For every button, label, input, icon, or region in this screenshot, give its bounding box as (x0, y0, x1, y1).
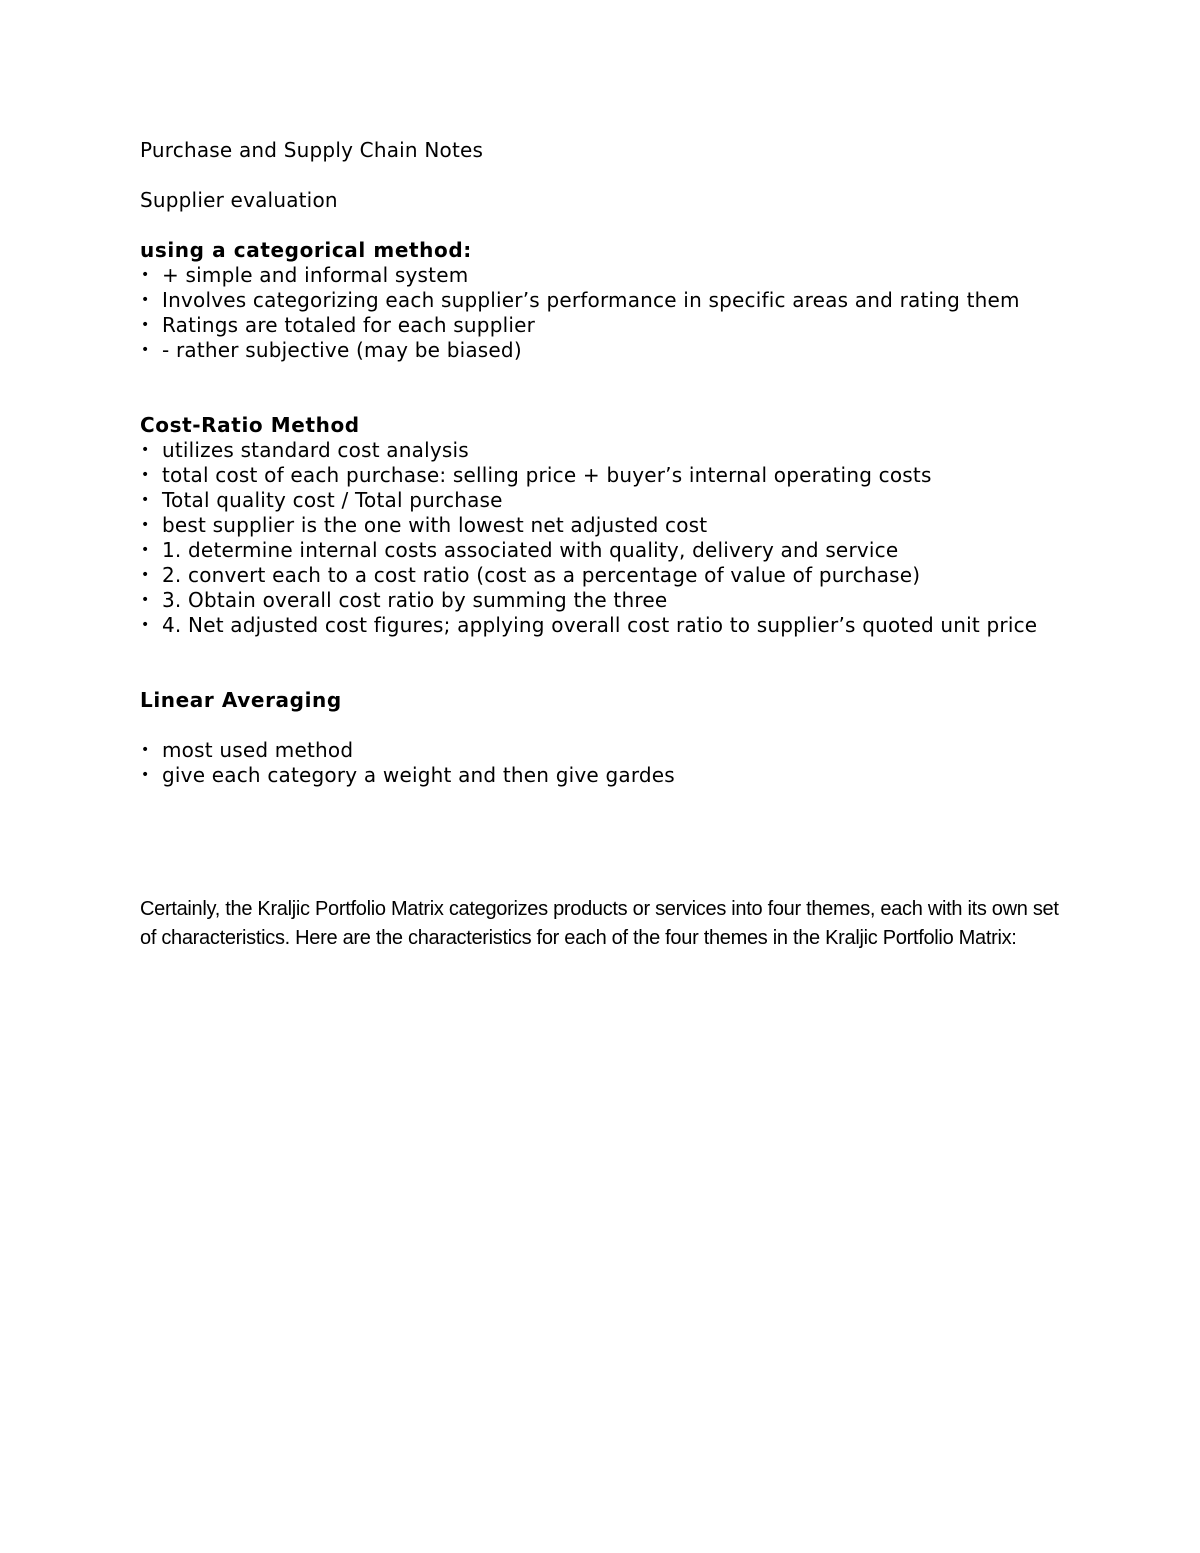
document-subtitle: Supplier evaluation (140, 188, 338, 212)
list-item-text: + simple and informal system (162, 263, 469, 287)
spacer (140, 363, 1070, 413)
bullet-list-categorical-method (140, 263, 1070, 363)
bullet-icon: • (141, 342, 150, 358)
list-item (140, 738, 1070, 763)
closing-paragraph: Certainly, the Kraljic Portfolio Matrix categorizes products or services into four themes, each with its own set of characteristics. Here are the characteristics for each of the four themes in the Kraljic Portfolio Matrix: (140, 898, 1059, 949)
list-item-text: 2. convert each to a cost ratio (cost as a percentage of value of purchase) (162, 563, 921, 587)
bullet-icon: • (141, 292, 150, 308)
bullet-icon: • (141, 617, 150, 633)
bullet-icon: • (141, 267, 150, 283)
list-item-text: Total quality cost / Total purchase (162, 488, 503, 512)
list-item-text: 3. Obtain overall cost ratio by summing the three (162, 588, 668, 612)
list-item (140, 588, 1070, 613)
list-item (140, 438, 1070, 463)
list-item-text: best supplier is the one with lowest net adjusted cost (162, 513, 708, 537)
list-item-text: most used method (162, 738, 354, 762)
bullet-icon: • (141, 567, 150, 583)
bullet-icon: • (141, 442, 150, 458)
bullet-icon: • (141, 517, 150, 533)
bullet-list-linear-averaging (140, 738, 1070, 788)
list-item (140, 513, 1070, 538)
list-item (140, 313, 1070, 338)
list-item (140, 463, 1070, 488)
spacer (140, 788, 1070, 895)
bullet-icon: • (141, 592, 150, 608)
bullet-icon: • (141, 492, 150, 508)
spacer (140, 713, 1070, 738)
list-item-text: 4. Net adjusted cost figures; applying overall cost ratio to supplier’s quoted unit price (162, 613, 1038, 637)
list-item (140, 538, 1070, 563)
list-item (140, 613, 1070, 638)
list-item-text: - rather subjective (may be biased) (162, 338, 522, 362)
document-body (140, 138, 1070, 953)
document-title: Purchase and Supply Chain Notes (140, 138, 484, 162)
list-item (140, 563, 1070, 588)
spacer (140, 163, 1070, 188)
spacer (140, 213, 1070, 238)
spacer (140, 638, 1070, 688)
list-item (140, 488, 1070, 513)
list-item (140, 288, 1070, 313)
bullet-list-cost-ratio-method (140, 438, 1070, 638)
list-item (140, 263, 1070, 288)
list-item-text: Involves categorizing each supplier’s performance in specific areas and rating them (162, 288, 1020, 312)
list-item-text: give each category a weight and then give gardes (162, 763, 675, 787)
bullet-icon: • (141, 767, 150, 783)
bullet-icon: • (141, 467, 150, 483)
list-item-text: 1. determine internal costs associated with quality, delivery and service (162, 538, 899, 562)
section-heading-linear-averaging: Linear Averaging (140, 688, 342, 712)
list-item-text: Ratings are totaled for each supplier (162, 313, 536, 337)
section-heading-categorical-method: using a categorical method: (140, 238, 472, 262)
list-item (140, 763, 1070, 788)
bullet-icon: • (141, 317, 150, 333)
bullet-icon: • (141, 542, 150, 558)
list-item-text: utilizes standard cost analysis (162, 438, 469, 462)
bullet-icon: • (141, 742, 150, 758)
list-item (140, 338, 1070, 363)
list-item-text: total cost of each purchase: selling price + buyer’s internal operating costs (162, 463, 932, 487)
section-heading-cost-ratio-method: Cost-Ratio Method (140, 413, 360, 437)
